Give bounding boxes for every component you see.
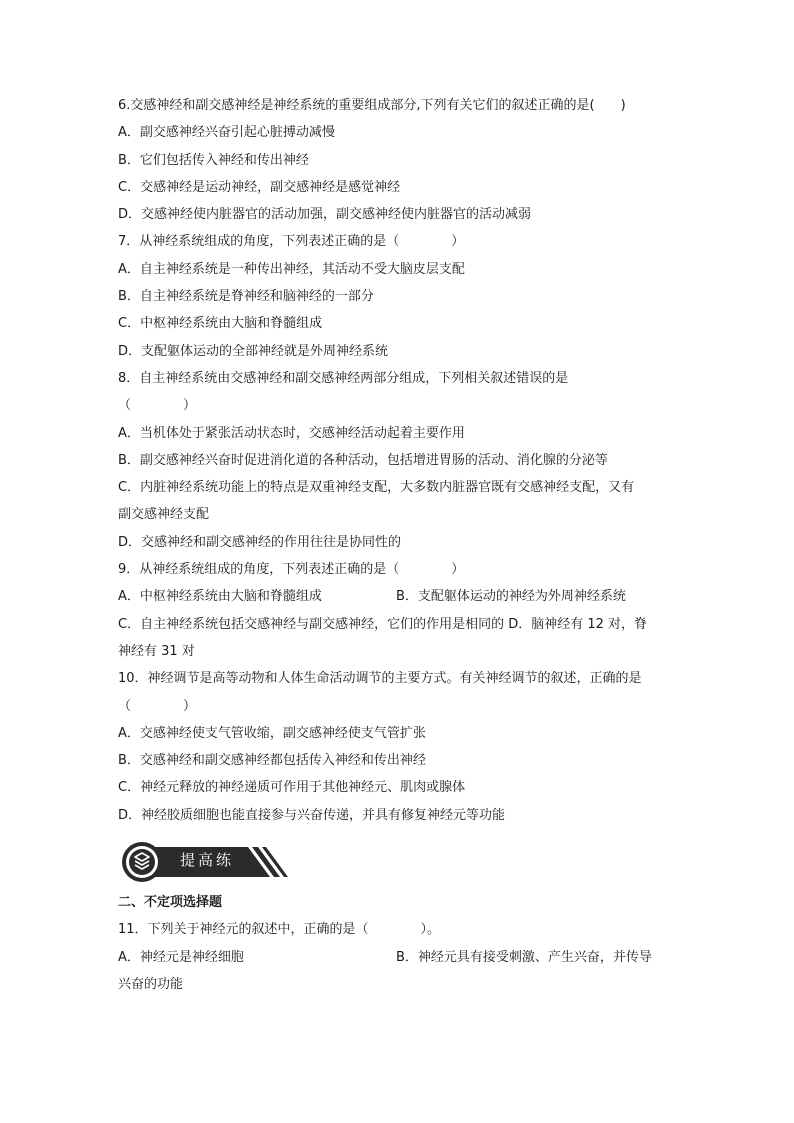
question-7-option-b: B．自主神经系统是脊神经和脑神经的一部分 — [118, 289, 374, 305]
question-9-options-ab — [118, 583, 678, 610]
question-11-option-b-continued: 兴奋的功能 — [118, 976, 184, 992]
question-10-stem: 10．神经调节是高等动物和人体生命活动调节的主要方式。有关神经调节的叙述，正确的是 — [118, 671, 642, 687]
question-7-option-c: C．中枢神经系统由大脑和脊髓组成 — [118, 316, 323, 332]
question-9-option-b: B．支配躯体运动的神经为外周神经系统 — [396, 589, 626, 605]
question-6-option-a: A．副交感神经兴奋引起心脏搏动减慢 — [118, 125, 335, 141]
section-banner — [120, 839, 678, 885]
question-9-option-a: A．中枢神经系统由大脑和脊髓组成 — [118, 589, 322, 605]
question-10-option-d: D．神经胶质细胞也能直接参与兴奋传递，并具有修复神经元等功能 — [118, 807, 506, 823]
question-10-option-a: A．交感神经使支气管收缩，副交感神经使支气管扩张 — [118, 725, 426, 741]
question-7-option-a: A．自主神经系统是一种传出神经，其活动不受大脑皮层支配 — [118, 261, 465, 277]
question-8-answer-paren: （ ） — [118, 398, 197, 414]
question-7-stem: 7．从神经系统组成的角度，下列表述正确的是（ ） — [118, 234, 465, 250]
question-6-stem: 6.交感神经和副交感神经是神经系统的重要组成部分,下列有关它们的叙述正确的是( ) — [118, 98, 626, 113]
worksheet-page — [118, 92, 678, 998]
section-2-heading: 二、不定项选择题 — [118, 895, 223, 911]
question-8-option-a: A．当机体处于紧张活动状态时，交感神经活动起着主要作用 — [118, 425, 465, 441]
banner-label: 提高练 — [180, 851, 235, 870]
question-6-option-b: B．它们包括传入神经和传出神经 — [118, 152, 309, 168]
question-7-option-d: D．支配躯体运动的全部神经就是外周神经系统 — [118, 343, 389, 359]
question-6-option-c: C．交感神经是运动神经，副交感神经是感觉神经 — [118, 179, 401, 195]
question-11-option-a: A．神经元是神经细胞 — [118, 949, 244, 965]
question-8-option-c: C．内脏神经系统功能上的特点是双重神经支配，大多数内脏器官既有交感神经支配，又有 — [118, 480, 635, 496]
question-11-option-b: B．神经元具有接受刺激、产生兴奋，并传导 — [396, 949, 652, 965]
question-10-option-c: C．神经元释放的神经递质可作用于其他神经元、肌肉或腺体 — [118, 780, 466, 796]
question-11-stem: 11．下列关于神经元的叙述中，正确的是（ ）。 — [118, 922, 441, 938]
question-10-answer-paren: （ ） — [118, 698, 197, 714]
question-8-option-c-continued: 副交感神经支配 — [118, 507, 210, 523]
question-8-option-b: B．副交感神经兴奋时促进消化道的各种活动，包括增进胃肠的活动、消化腺的分泌等 — [118, 452, 608, 468]
question-8-stem: 8．自主神经系统由交感神经和副交感神经两部分组成，下列相关叙述错误的是 — [118, 370, 569, 386]
question-9-option-d-continued: 神经有 31 对 — [118, 643, 195, 659]
question-6-option-d: D．交感神经使内脏器官的活动加强，副交感神经使内脏器官的活动减弱 — [118, 207, 532, 223]
question-10-option-b: B．交感神经和副交感神经都包括传入神经和传出神经 — [118, 753, 426, 769]
question-9-stem: 9．从神经系统组成的角度，下列表述正确的是（ ） — [118, 562, 465, 578]
question-11-options-ab — [118, 944, 678, 971]
question-8-option-d: D．交感神经和副交感神经的作用往往是协同性的 — [118, 534, 402, 550]
question-9-option-c-d: C．自主神经系统包括交感神经与副交感神经，它们的作用是相同的 D．脑神经有 12 对，脊 — [118, 616, 648, 632]
